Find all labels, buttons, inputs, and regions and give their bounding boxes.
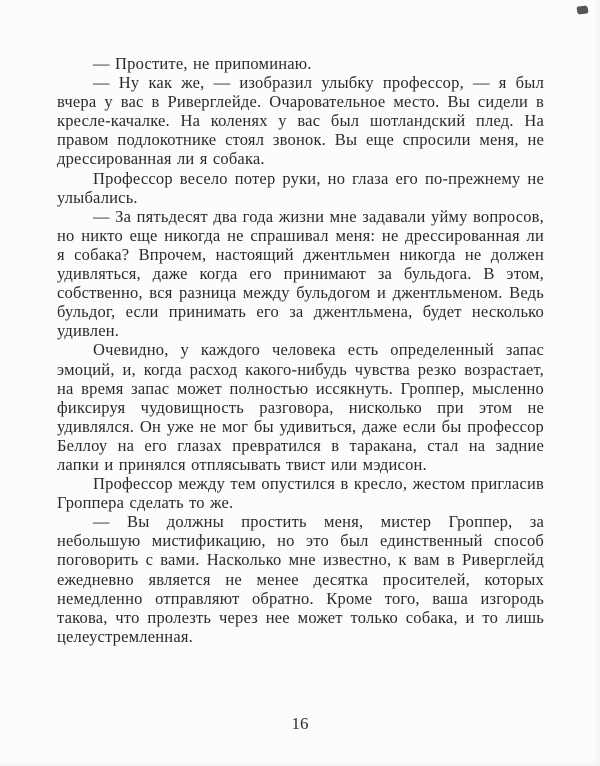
paragraph: — За пятьдесят два года жизни мне задавали уйму вопросов, но никто еще никогда не спрашивал меня: не дрессированная ли я собака? Впрочем, настоящий джентльмен никогда не должен удивляться, даже когда его принимают за бульдога. В этом, собственно, вся разница между бульдогом и джентльменом. Ведь бульдог, если принимать его за джентльмена, будет несколько удивлен. [57,206,544,341]
scan-artifact [576,5,588,14]
paragraph: Профессор между тем опустился в кресло, жестом пригласив Гроппера сделать то же. [57,474,544,513]
paragraph: — Ну как же, — изобразил улыбку профессор, — я был вчера у вас в Риверглейде. Очаровательное место. Вы сидели в кресле-качалке. На коленях у вас был шотландский плед. На правом подлокотнике стоял звонок. Вы еще спросили меня, не дрессированная ли я собака. [57,73,544,169]
paragraph: Профессор весело потер руки, но глаза его по-прежнему не улыбались. [57,168,544,207]
paragraph: — Вы должны простить меня, мистер Гроппер, за небольшую мистификацию, но это был единственный способ поговорить с вами. Насколько мне известно, к вам в Риверглейд ежедневно является не менее десятка просителей, которых немедленно отправляют обратно. Кроме того, ваша изгородь такова, что пролезть через нее может только собака, и то лишь целеустремленная. [57,512,544,646]
paragraph: Очевидно, у каждого человека есть определенный запас эмоций, и, когда расход какого-нибудь чувства резко возрастает, на время запас может полностью иссякнуть. Гроппер, мысленно фиксируя чудовищность разговора, нисколько при этом не удивлялся. Он уже не мог бы удивиться, даже если бы профессор Беллоу на его глазах превратился в таракана, стал на задние лапки и принялся отплясывать твист или мэдисон. [57,340,544,474]
text-block [57,54,544,646]
page-number: 16 [291,714,309,733]
paragraph: — Простите, не припоминаю. [93,54,312,73]
